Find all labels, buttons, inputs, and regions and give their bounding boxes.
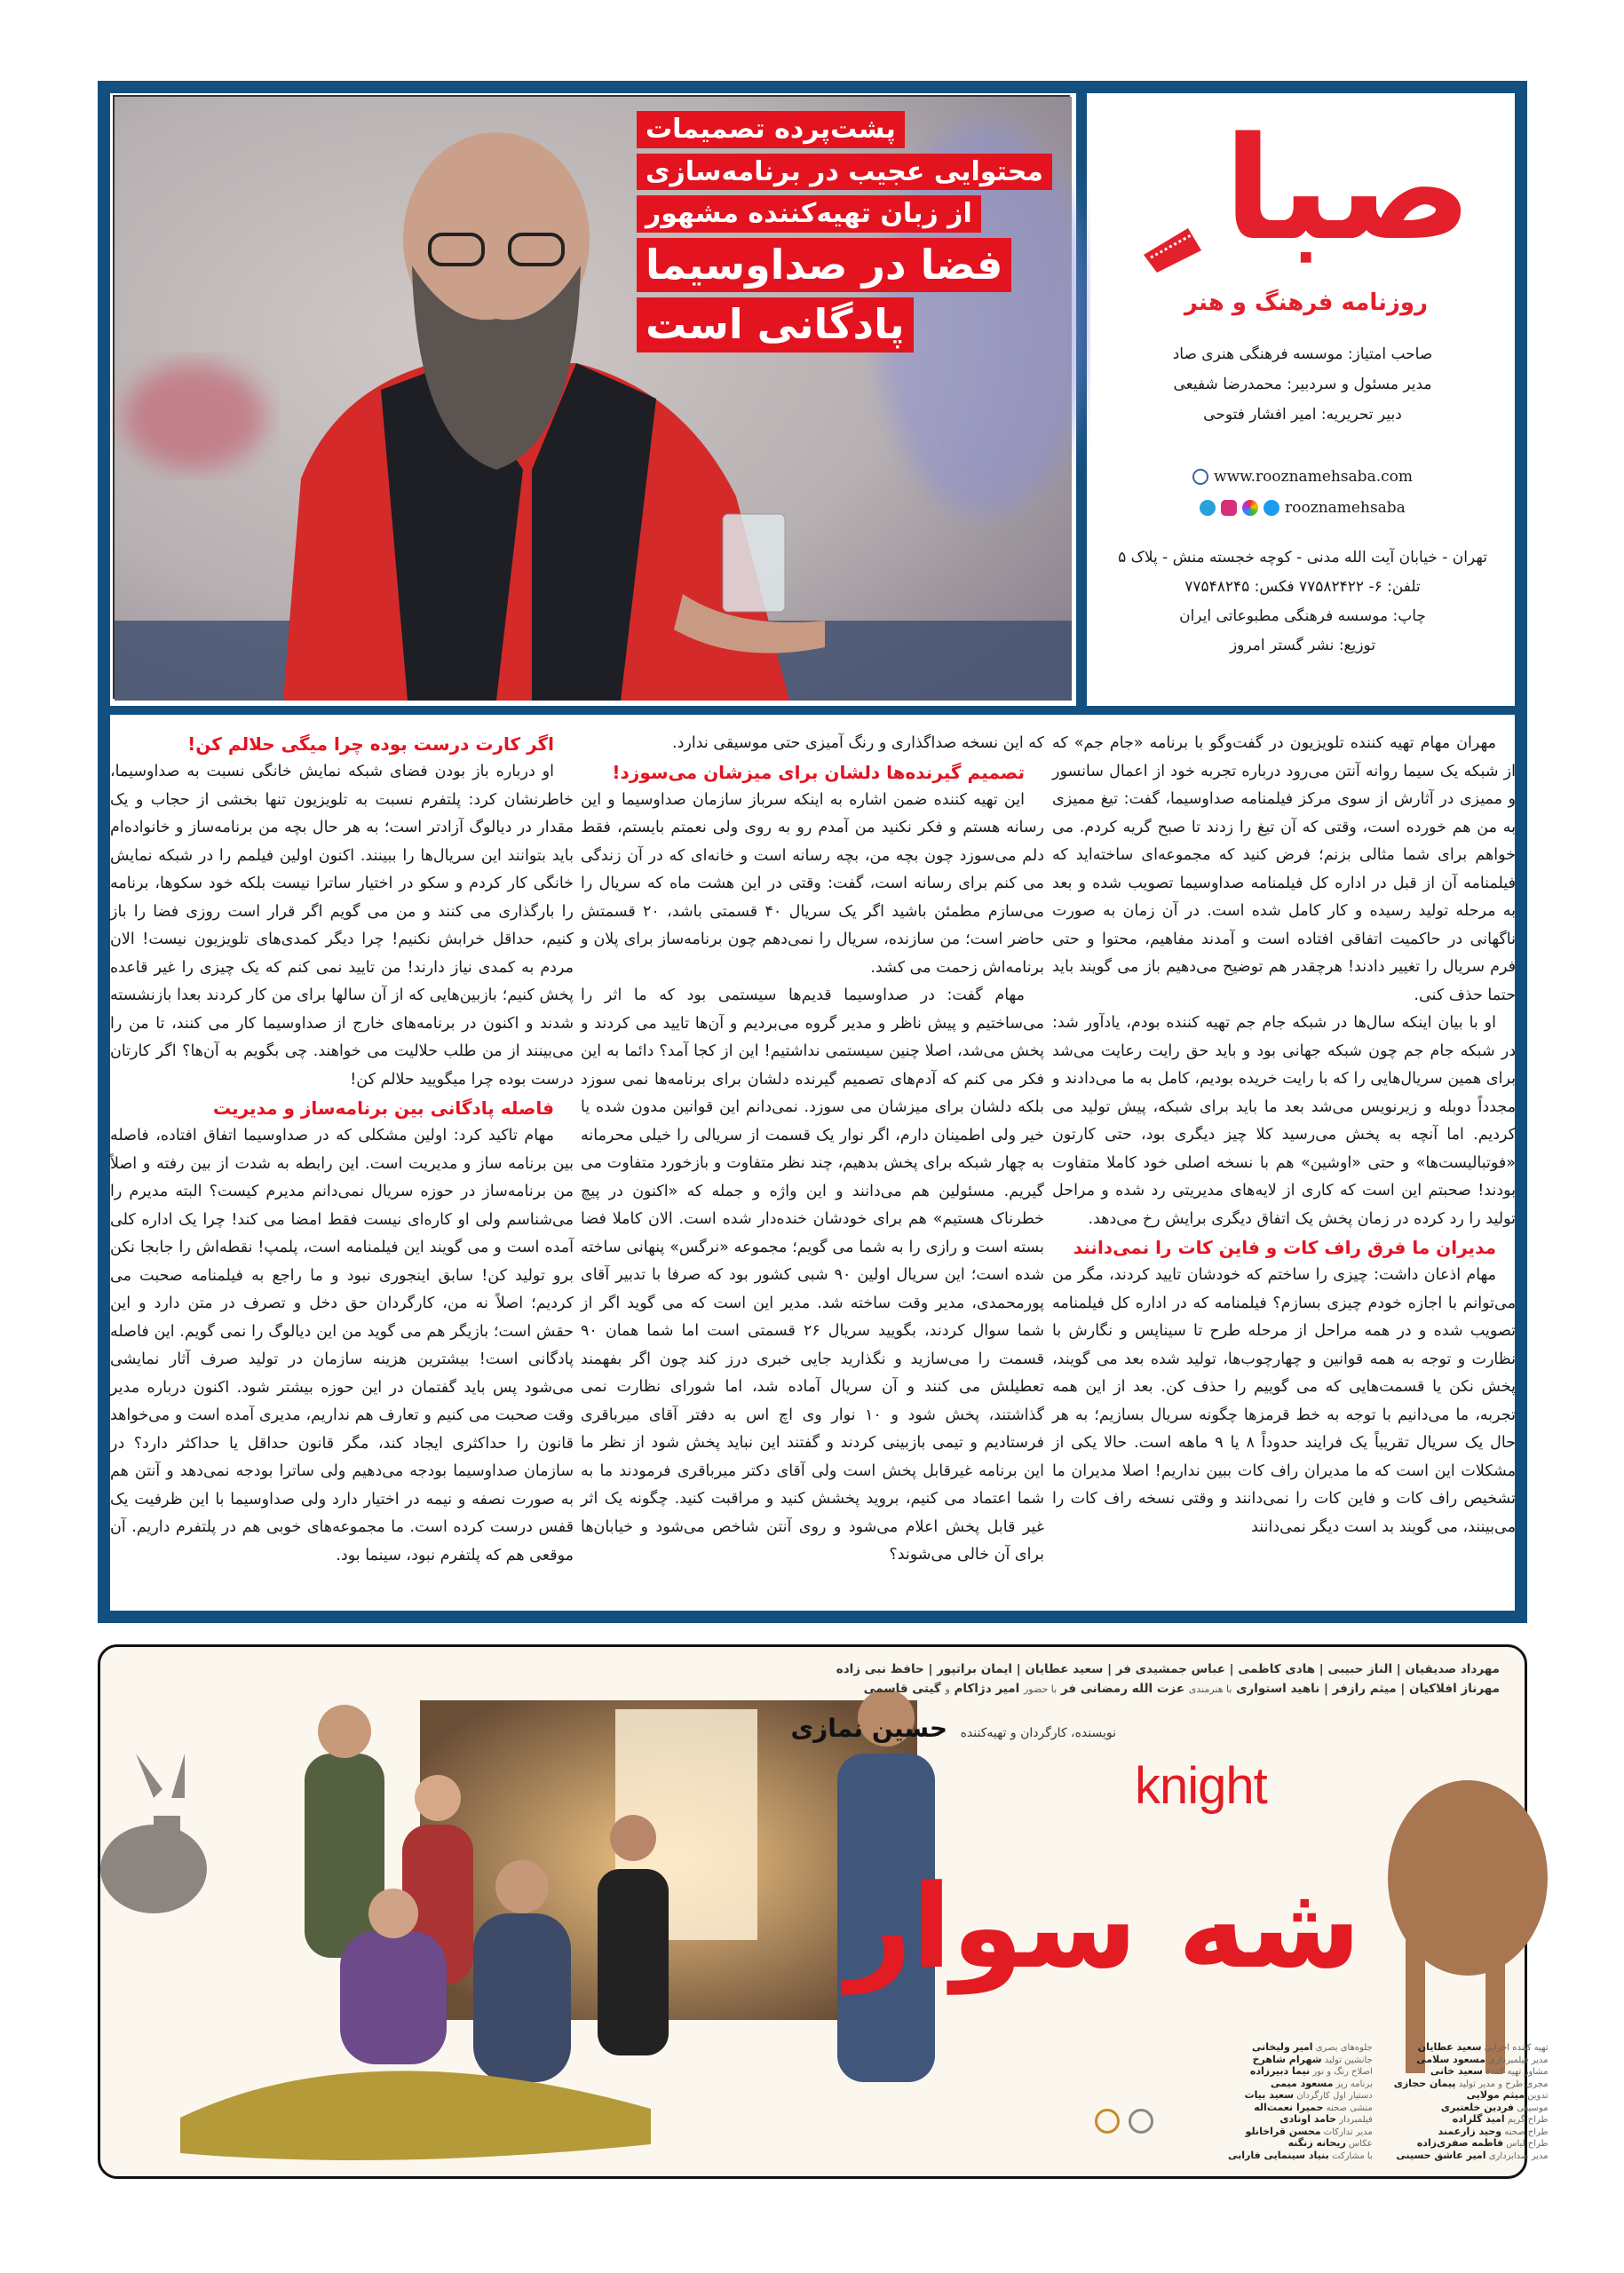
credit-name: فاطمه صفری‌زاده [1416,2137,1504,2149]
special-cast: عزت الله رمضانی فر [1060,1682,1185,1696]
guest-cast: گیتی قاسمی [863,1682,941,1696]
credit-role: منشی صحنه [1326,2103,1373,2113]
section-heading: مدیران ما فرق راف کات و فاین کات را نمی‌دانند [1073,1237,1496,1258]
credit-name: امیر ولیخانی [1252,2041,1313,2053]
credit-name: شهرام شاهرخ [1252,2053,1322,2065]
credit-entry [1228,2126,1373,2139]
website-row [1090,468,1515,486]
credit-role: تهیه کننده اجرایی [1484,2043,1549,2053]
article-paragraph: که این نسخه صداگذاری و رنگ آمیزی حتی موسیقی ندارد. [672,734,1044,752]
credit-entry [1228,2055,1373,2067]
credit-role: مدیر صدابرداری [1488,2150,1549,2161]
and-label: و [945,1683,950,1695]
credit-entry [1394,2066,1549,2079]
aparat-icon[interactable] [1242,500,1258,516]
license-holder: صاحب امتیاز: موسسه فرهنگی هنری صاد [1172,345,1433,363]
website-link[interactable]: www.rooznamehsaba.com [1214,468,1413,486]
credit-role: مدیر تدارکات [1323,2126,1373,2137]
cast-list [836,1659,1500,1699]
cast-line [836,1679,1500,1699]
credit-name: سعید عطایان [1417,2041,1482,2053]
credit-entry [1228,2138,1373,2150]
credit-name: میثم مولایی [1466,2089,1525,2101]
credit-role: مدیر فیلمبرداری [1488,2055,1549,2065]
with-presence-label: با حضور [1023,1683,1058,1695]
article-paragraph: این تهیه کننده ضمن اشاره به اینکه سرباز سازمان صداوسیما و این رسانه هستم و فکر نکنید من آمدم رو به روی ولی نعمتم بایستم، فقط دلم می‌سوزد چون بچه من، بچه رسانه است و خانه‌ای که در آن زندگی می کنم برای رسانه است، گفت: وقتی در این هشت ماه که سریال را می‌سازم مطمئن باشید اگر یک سریال ۴۰ قسمتی باشد، ۲۰ قسمتش حاضر است؛ من سازنده، سریال را نمی‌دهم چون برنامه‌ساز برای پلان و برنامه‌اش زحمت می کشد. [581,790,1044,977]
credit-role: طراح گریم [1507,2115,1549,2125]
frame-divider-horizontal [98,706,1527,715]
film-poster-ad [98,1644,1549,2179]
article-column-left [110,730,574,1596]
credit-entry [1394,2150,1549,2163]
credit-role: طراح لباس [1506,2139,1549,2149]
credit-name: نیما دبیرزاده [1249,2065,1311,2077]
credit-name: امید گلزاده [1452,2113,1505,2125]
sponsor-logo-icon [1129,2109,1153,2134]
headline-main-line: پادگانی است [637,297,914,352]
credit-entry [1394,2079,1549,2091]
guest-cast: امیر دژاکام [954,1682,1020,1696]
social-row [1090,499,1515,517]
credit-role: تدوین [1527,2091,1549,2101]
staff-info [1090,339,1515,430]
article-paragraph: او درباره باز بودن فضای شبکه نمایش خانگی نسبت به صداوسیما، خاطرنشان کرد: پلتفرم نسبت به تلویزیون تنها بخشی از حجاب و یک مقدار در دیالوگ آزادتر است؛ به هر حال بچه من برنامه‌ساز و خانواده‌ام باید بتوانند این سریال‌ها را ببینند. اکنون اولین فیلمم را در شبکه نمایش خانگی کار کردم و سکو در اختیار ساترا نیست بلکه خود سکوها، برنامه را بارگذاری می کنند و من می گویم اگر قرار است روزی فضا را باز کنیم، حداقل خرابش نکنیم! چرا دیگر کمدی‌های تلویزیون نیست! الان مردم به کمدی نیاز دارند! من تایید نمی کنم که یک چیزی را غیر قاعده پخش کنیم؛ بازبین‌هایی که از آن سالها برای من کار کردند بعدا بازنشسته شدند و اکنون در برنامه‌های خارج از صداوسیما کار می کنند، تا من را می‌بینند از من طلب حلالیت می خواهند. چی بگویم به آن‌ها؟ اگر کارتان درست بوده چرا میگویید حلالم کن! [110,763,574,1089]
section-heading: تصمیم گیرنده‌ها دلشان برای میزشان می‌سوزد! [612,761,1025,783]
article-column-right [1052,730,1516,1596]
credit-entry [1394,2114,1549,2126]
credit-role: مجری طرح و مدیر تولید [1458,2079,1549,2089]
sponsor-logos [1095,2109,1153,2134]
credit-role: با مشارکت [1332,2150,1373,2161]
contact-info [1090,543,1515,661]
credit-role: طراح صحنه [1504,2126,1549,2137]
social-handle[interactable]: rooznamehsaba [1285,499,1406,517]
cast-line: مهرداد صدیقیان | الناز حبیبی | هادی کاظمی | عباس جمشیدی فر | سعید عطایان | ایمان براتپور | حافظ نبی زاده [836,1662,1500,1676]
sponsor-logo-icon [1095,2109,1120,2134]
credit-name: محسن قراخانلو [1245,2125,1321,2137]
credits-column [1394,2042,1549,2162]
credit-name: مسعود سلامی [1416,2053,1485,2065]
horse-figure [1388,1780,1548,2073]
address: تهران - خیابان آیت الله مدنی - کوچه خجسته منش - پلاک ۵ [1118,549,1487,566]
credit-entry [1394,2055,1549,2067]
interview-photo [113,95,1070,699]
telegram-icon[interactable] [1200,500,1216,516]
credit-name: فردین خلعتبری [1440,2101,1514,2113]
credit-name: سعید خانی [1430,2065,1483,2077]
credit-name: بنیاد سینمایی فارابی [1228,2149,1329,2161]
credit-role: فیلمبردار [1339,2115,1373,2125]
credit-entry [1394,2103,1549,2115]
credit-name: مسعود میمی [1271,2077,1334,2089]
managing-editor: مدیر مسئول و سردبیر: محمدرضا شفیعی [1173,376,1432,393]
credits-column [1228,2042,1373,2162]
credit-entry [1228,2079,1373,2091]
twitter-icon[interactable] [1264,500,1279,516]
credit-role: جلوه‌های بصری [1315,2043,1373,2053]
credit-entry [1228,2090,1373,2103]
credit-entry [1228,2066,1373,2079]
article-paragraph: او با بیان اینکه سال‌ها در شبکه جام جم تهیه کننده بودم، یادآور شد: در شبکه جام جم چون شبکه جهانی بود و باید حق رایت رعایت می‌شد برای همین سریال‌هایی را که با رایت خریده بودیم، کامل به ما می‌دادند و مجدداً دوبله و زیرنویس می‌شد بعد ما باید برای شبکه، پیش تولید می کردیم. اما آنچه به پخش می‌رسید کلا چیز دیگری بود، حتی کارتون «فوتبالیست‌ها» و حتی «اوشین» هم با نسخه اصلی خود کاملا متفاوت بودند! صحبتم این است که کاری از لایه‌های مدیریتی رد شده و مراحل تولید را رد کرده در زمان پخش یک اتفاق دیگری برایش رخ می‌دهد. [1052,1014,1516,1228]
credit-entry [1394,2042,1549,2055]
donkey-figure [100,1754,207,1913]
credit-name: حمیرا نعمت‌اله [1254,2101,1324,2113]
with-art-label: با هنرمندی [1188,1683,1232,1695]
film-title-english: knight [1135,1757,1267,1815]
credit-entry [1394,2126,1549,2139]
credit-name: پیمان حجازی [1393,2077,1456,2089]
logo-text: صبا [1224,106,1472,272]
credit-entry [1228,2114,1373,2126]
section-heading: اگر کارت درست بوده چرا میگی حلالم کن! [187,733,554,755]
credit-name: ریحانه زنگنه [1287,2137,1346,2149]
credit-name: سعید بیات [1244,2089,1295,2101]
printer: چاپ: موسسه فرهنگی مطبوعاتی ایران [1179,607,1426,625]
section-heading: فاصله پادگانی بین برنامه‌ساز و مدیریت [212,1097,554,1119]
article-paragraph: مهام اذعان داشت: چیزی را ساختم که خودشان تایید کردند، مگر من می‌توانم با اجازه خودم چیزی بسازم؟ فیلمنامه که در اداره کل فیلمنامه تصویب شده و در همه مراحل از مرحله طرح تا سیناپس و نگارش با نظارت و توجه به همه قوانین و چهارچوب‌ها، تولید شده بعد می گویند، پخش نکن یا قسمت‌هایی که می گوییم را حذف کن. بعد از این همه تجربه، ما می‌دانیم با توجه به خط قرمزها چگونه سریال بسازیم؛ به هر حال یک سریال تقریباً یک فرایند حدوداً ۸ یا ۹ ماهه است. حالا یکی از مشکلات این است که ما مدیران راف کات ببین نداریم! اصلا مدیران ما تشخیص راف کات و فاین کات را نمی‌دانند و وقتی نسخه راف کات را می‌بینند، می گویند بد است دیگر نمی‌دانند [1052,1266,1516,1536]
cast-names: مهرناز افلاکیان | میثم رازفر | ناهید استواری [1236,1682,1500,1696]
director-role: نویسنده، کارگردان و تهیه‌کننده [960,1726,1116,1740]
credit-entry [1394,2138,1549,2150]
director-credit [790,1709,1116,1753]
film-title-persian: شه سوار [845,1859,1361,1994]
phone-fax: تلفن: ۶- ۷۷۵۸۲۴۲۲ فکس: ۷۷۵۴۸۲۴۵ [1184,578,1421,596]
credit-role: اصلاح رنگ و نور [1312,2067,1373,2077]
instagram-icon[interactable] [1221,500,1237,516]
director-name: حسین نمازی [790,1714,948,1743]
credit-role: برنامه ریز [1335,2079,1373,2089]
newspaper-logo [1117,104,1490,326]
headline-line: از زبان تهیه‌کننده مشهور [637,195,981,233]
credit-entry [1228,2150,1373,2163]
credit-role: موسیقی [1517,2103,1549,2113]
logo-subtitle: روزنامه فرهنگ و هنر [1184,289,1428,316]
article-paragraph: مهام گفت: در صداوسیما قدیم‌ها سیستمی بود که ما اثر را می‌ساختیم و پیش ناظر و مدیر گروه می‌بردیم و آن‌ها تایید می کردند و پخش می‌شد، اصلا چنین سیستمی نداشتیم! این از کجا آمد؟ دائما به این فکر می کنم که آدم‌های تصمیم گیرنده دلشان برای برنامه‌ها نمی سوزد بلکه دلشان برای میزشان می سوزد. نمی‌دانم این قوانین مدون شده یا خیر ولی اطمینان دارم، اگر نوار یک قسمت از سریالی را خیلی محرمانه به چهار شبکه برای پخش بدهیم، چند نظر متفاوت و بازخورد متفاوت می گیریم. مسئولین هم می‌دانند و این واژه و جمله که «اکنون در پیچ خطرناک هستیم» هم برای خودشان خنده‌دار شده است. الان کاملا فضا بسته است و رازی را به شما می گویم؛ مجموعه «نرگس» پنهانی ساخته شده است؛ این سریال اولین ۹۰ شبی کشور بود که صرفا با تدبیر آقای پورمحمدی، مدیر وقت ساخته شد. مدیر این است که می گوید اگر از شما سوال کردند، بگویید سریال ۲۶ قسمتی است اما شما همان ۹۰ قسمت را می‌سازید و نگذارید جایی خبری درز کند چون اگر بفهمند تعطیلش می کنند و آن سریال آماده شد، اما شورای نظارت نمی گذاشتند، پخش شود و ۱۰ نوار وی اچ اس به دفتر آقای میرباقری فرستادیم و تیمی بازبینی کردند و گفتند این نباید پخش شود از نظر ما این برنامه غیرقابل پخش است ولی آقای دکتر میرباقری فرمودند ما به شما اعتماد می کنیم، بروید پخشش کنید و مراقبت کنید. چگونه یک اثر غیر قابل پخش اعلام می‌شود و روی آنتن شاخص می‌شود و خیابان‌ها برای آن خالی می‌شوند؟ [581,986,1044,1564]
credit-name: حامد اوتادی [1279,2113,1337,2125]
editor: دبیر تحریریه: امیر افشار فتوحی [1203,406,1402,424]
headline-main-line: فضا در صداوسیما [637,238,1011,293]
article-column-middle [581,730,1044,1596]
credit-name: وحید زارعمند [1438,2125,1502,2137]
masthead [1090,95,1515,699]
credit-entry [1228,2042,1373,2055]
credit-role: عکاس [1349,2139,1373,2149]
credit-entry [1228,2103,1373,2115]
credit-entry [1394,2090,1549,2103]
headline [637,111,1052,352]
article-paragraph: مهران مهام تهیه کننده تلویزیون در گفت‌وگو با برنامه «جام جم» که از شبکه یک سیما روانه آنتن می‌رود درباره تجربه خود از اعمال سانسور و ممیزی در آثارش از سوی مرکز فیلمنامه صداوسیما، گفت: تیغ ممیزی به من هم خورده است، وقتی که آن تیغ را زدند تا صبح گریه کردم. می خواهم برای شما مثالی بزنم؛ فرض کنید که مجموعه‌ای ساخته‌اید که فیلمنامه آن از قبل در اداره کل فیلمنامه صداوسیما تصویب شده و بعد به مرحله تولید رسیده و کار کامل شده است. در آن زمان به صورت ناگهانی در حاکمیت اتفاقی افتاده است و آمدند مفاهیم، محتوا و حتی فرم سریال را تغییر دادند! هرچقدر هم توضیح می‌دهیم باز می گویند باید حتما حذف کنی. [1052,734,1516,1004]
globe-icon [1192,469,1208,485]
article-paragraph: مهام تاکید کرد: اولین مشکلی که در صداوسیما اتفاق افتاده، فاصله بین برنامه ساز و مدیریت است. این رابطه به شدت از بین رفته و اصلاً من برنامه‌ساز در حوزه سریال نمی‌دانم مدیرم کیست؟ البته مدیرم را می‌شناسم ولی او کاره‌ای نیست فقط امضا می کند! چرا یک اداره کلی آمده است و می گویند این فیلمنامه است، پلمپ! نقطه‌اش را جابجا نکن برو تولید کن! سابق اینجوری نبود و ما راجع به فیلمنامه صحبت می کردیم؛ اصلاً نه من، کارگردان حق دخل و تصرف در متن دارد و این حقش است؛ بازیگر هم می گوید من این دیالوگ را نمی گویم. این فاصله پادگانی است! بیشترین هزینه سازمان در تولید صرف آثار نمایشی می‌شود پس باید گفتمان در این حوزه بیشتر شود. اکنون درباره مدیر وقت صحبت می کنیم و تعارف هم نداریم، مدیری آمده است و می‌خواهد قانون را حداکثری ایجاد کند، مگر قانون حداقل یا حداکثر دارد؟ در سازمان صداوسیما بودجه می‌دهیم ولی ساترا بودجه نمی‌دهد و آنتن هم به صورت نصفه و نیمه در اختیار دارد ولی صداوسیما با این ظرفیت یک قفس درست کرده است. ما مجموعه‌های خوبی هم در پلتفرم داریم. آن موقعی هم که پلتفرم نبود، سینما بود. [110,1127,574,1564]
credit-role: دستیار اول کارگردان [1296,2091,1373,2101]
credit-role: جانشین تولید [1324,2055,1373,2065]
crew-credits [1228,2042,1549,2162]
credit-name: امیر عاشق حسینی [1396,2149,1486,2161]
headline-line: محتوایی عجیب در برنامه‌سازی [637,154,1052,191]
distributor: توزیع: نشر گستر امروز [1229,637,1376,654]
credit-role: مشاور تهیه کننده [1485,2067,1549,2077]
headline-line: پشت‌پرده تصمیمات [637,111,905,148]
